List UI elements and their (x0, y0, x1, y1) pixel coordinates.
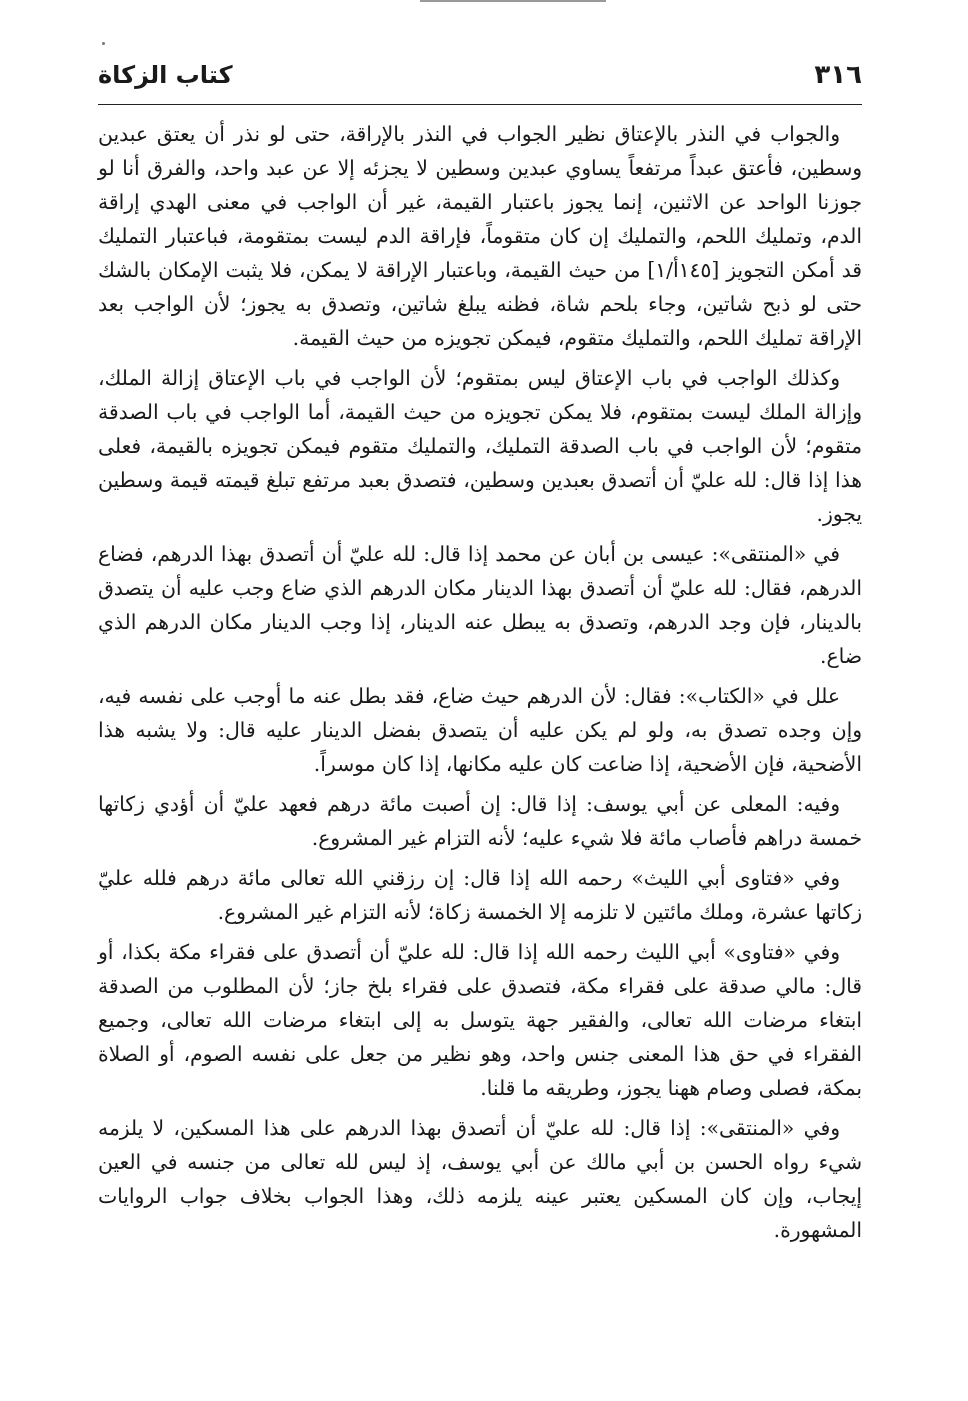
paragraph-5: وفيه: المعلى عن أبي يوسف: إذا قال: إن أصبت مائة درهم فعهد عليّ أن أؤدي زكاتها خمسة دراهم فأصاب مائة فلا شيء عليه؛ لأنه التزام غير المشروع. (98, 792, 862, 850)
scan-dot-mark (102, 42, 105, 45)
running-head (98, 60, 862, 105)
paragraph-7: وفي «فتاوى» أبي الليث رحمه الله إذا قال: لله عليّ أن أتصدق على فقراء مكة بكذا، أو قال: مالي صدقة على فقراء مكة، فتصدق على فقراء بلخ جاز؛ لأن المطلوب من الصدقة ابتغاء مرضات الله تعالى، والفقير جهة يتوسل به إلى ابتغاء مرضات الله تعالى، وجميع الفقراء في حق هذا المعنى جنس واحد، وهو نظير من جعل على نفسه الصوم، أو الصلاة بمكة، فصلى وصام ههنا يجوز، وطريقه ما قلنا. (98, 940, 862, 1100)
book-page (98, 60, 862, 1253)
body-text (98, 117, 862, 1247)
book-title: كتاب الزكاة (98, 61, 233, 89)
page-number: ٣١٦ (814, 60, 862, 90)
paragraph-4: علل في «الكتاب»: فقال: لأن الدرهم حيث ضاع، فقد بطل عنه ما أوجب على نفسه فيه، وإن وجده تصدق به، ولو لم يكن عليه أن يتصدق بفضل الدينار عليه قال: ولا يشبه هذا الأضحية، فإن الأضحية، إذا ضاعت كان عليه مكانها، إذا كان موسراً. (98, 684, 862, 776)
scan-edge-mark (420, 0, 606, 2)
paragraph-1: والجواب في النذر بالإعتاق نظير الجواب في النذر بالإراقة، حتى لو نذر أن يعتق عبدين وسطين، فأعتق عبداً مرتفعاً يساوي عبدين وسطين لا يجزئه إلا عن عبد واحد، والفرق أنا لو جوزنا الواحد عن الاثنين، إنما يجوز باعتبار القيمة، غير أن الواجب في معنى الهدي إراقة الدم، وتمليك اللحم، والتمليك إن كان متقوماً، فإراقة الدم ليست بمتقومة، فباعتبار التمليك قد أمكن التجويز [١٤٥أ/١] من حيث القيمة، وباعتبار الإراقة لا يمكن، فلا يثبت الإمكان بالشك حتى لو ذبح شاتين، وجاء بلحم شاة، فظنه يبلغ شاتين، وتصدق به يجوز؛ لأن الواجب بعد الإراقة تمليك اللحم، والتمليك متقوم، فيمكن تجويزه من حيث القيمة. (98, 122, 862, 350)
paragraph-6: وفي «فتاوى أبي الليث» رحمه الله إذا قال: إن رزقني الله تعالى مائة درهم فلله عليّ زكاتها عشرة، وملك مائتين لا تلزمه إلا الخمسة زكاة؛ لأنه التزام غير المشروع. (98, 866, 862, 924)
paragraph-2: وكذلك الواجب في باب الإعتاق ليس بمتقوم؛ لأن الواجب في باب الإعتاق إزالة الملك، وإزالة الملك ليست بمتقوم، فلا يمكن تجويزه من حيث القيمة، أما الواجب في باب الصدقة متقوم؛ لأن الواجب في باب الصدقة التمليك، والتمليك متقوم فيمكن تجويزه بالقيمة، فعلى هذا إذا قال: لله عليّ أن أتصدق بعبدين وسطين، فتصدق بعبد مرتفع تبلغ قيمته قيمة وسطين يجوز. (98, 366, 862, 526)
paragraph-3: في «المنتقى»: عيسى بن أبان عن محمد إذا قال: لله عليّ أن أتصدق بهذا الدرهم، فضاع الدرهم، فقال: لله عليّ أن أتصدق بهذا الدينار مكان الدرهم الذي ضاع وجب عليه أن يتصدق بالدينار، فإن وجد الدرهم، وتصدق به يبطل عنه الدينار، إذا وجب الدينار مكان الدرهم الذي ضاع. (98, 542, 862, 668)
paragraph-8: وفي «المنتقى»: إذا قال: لله عليّ أن أتصدق بهذا الدرهم على هذا المسكين، لا يلزمه شيء رواه الحسن بن أبي مالك عن أبي يوسف، إذ ليس لله تعالى من جنسه في العين إيجاب، وإن كان المسكين يعتبر عينه يلزمه ذلك، وهذا الجواب بخلاف جواب الروايات المشهورة. (98, 1116, 862, 1242)
